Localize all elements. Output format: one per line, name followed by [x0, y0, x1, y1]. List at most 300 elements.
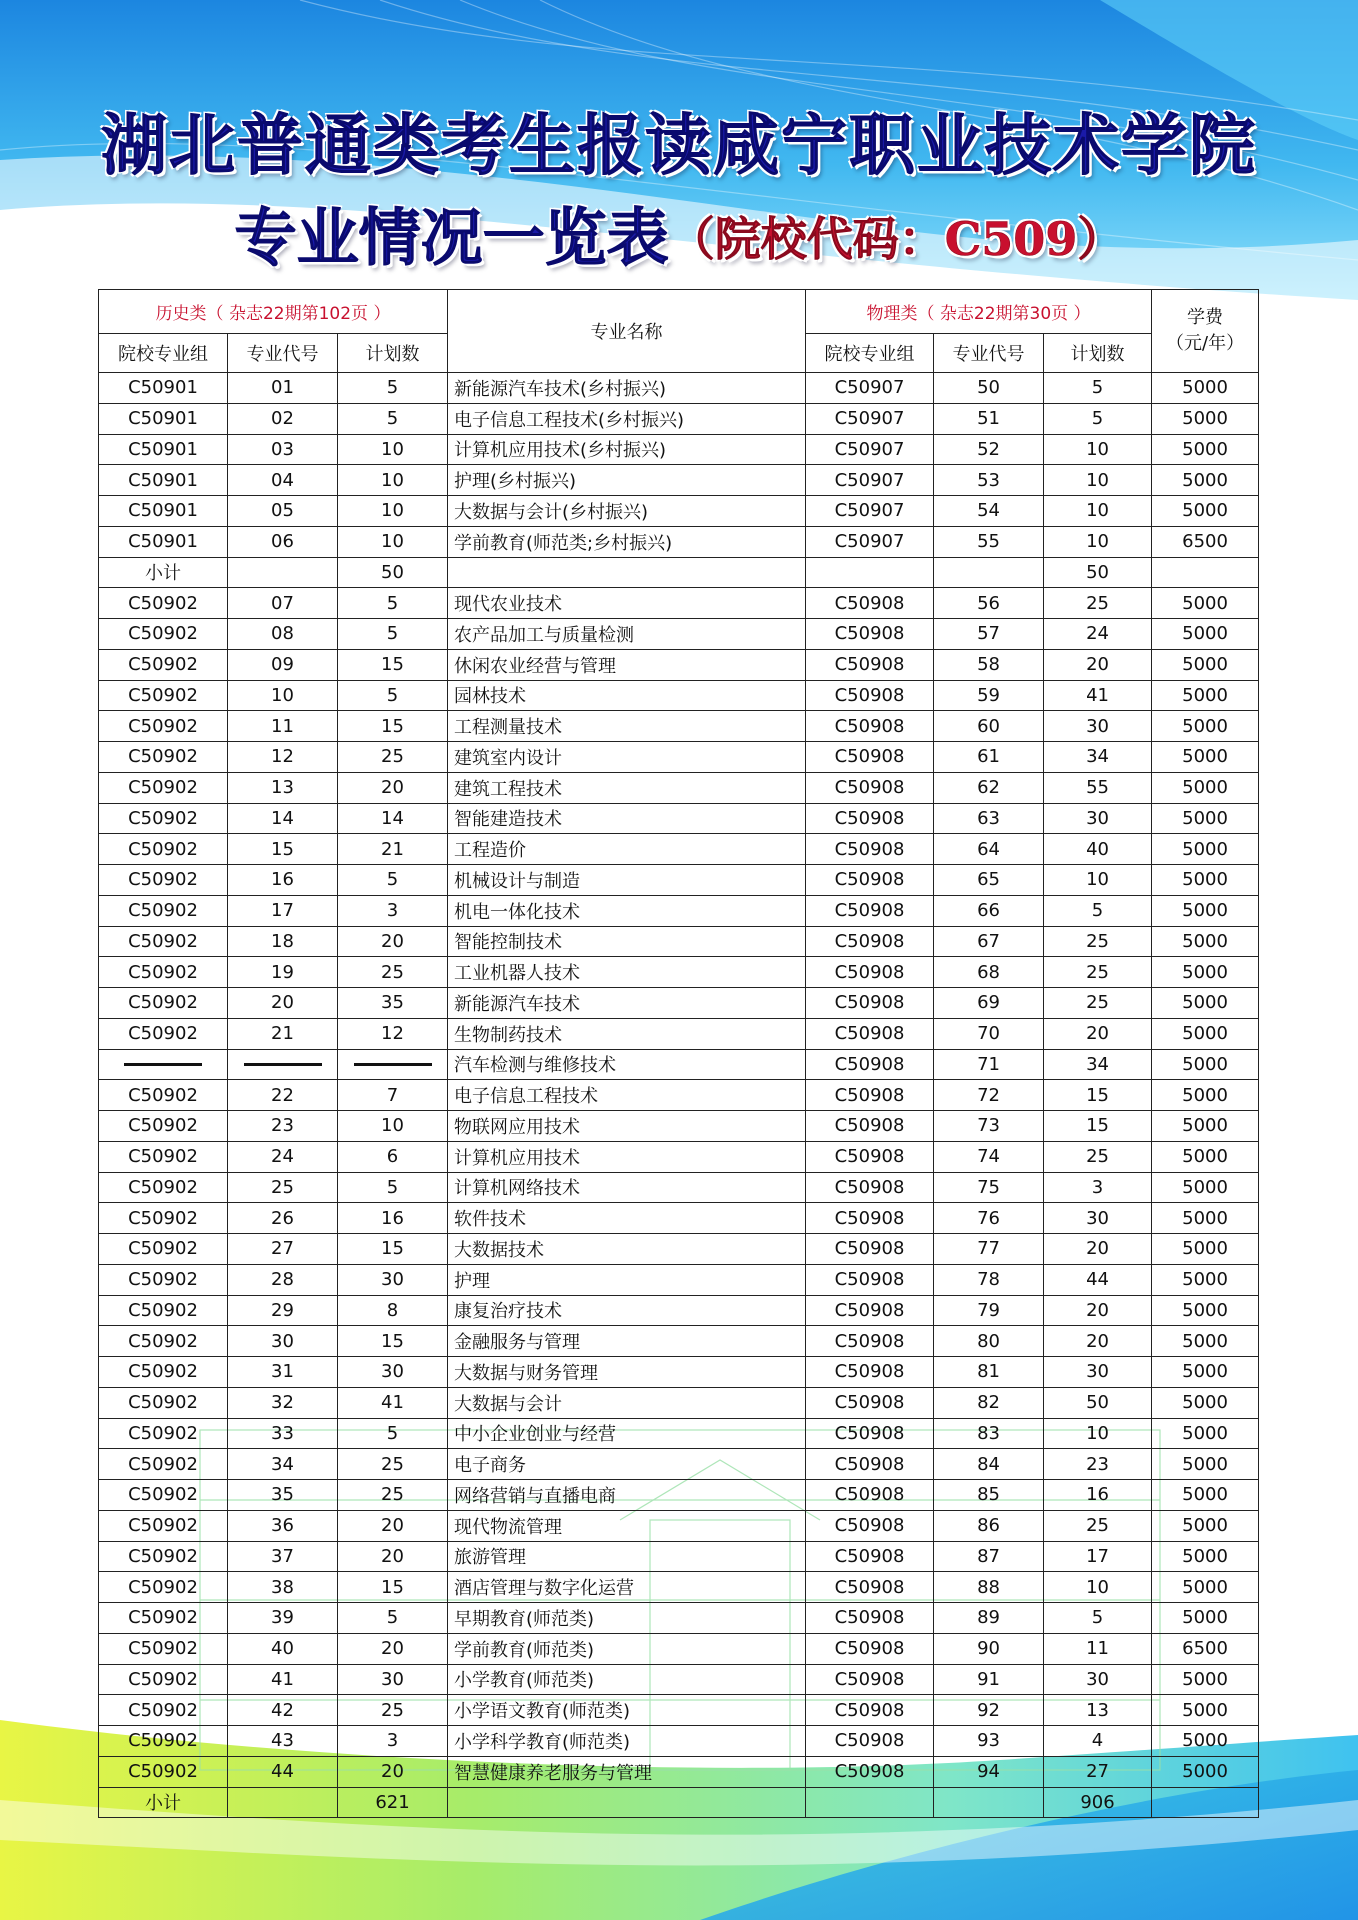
physics-plan-cell: 25 [1044, 926, 1152, 957]
physics-plan-cell: 10 [1044, 465, 1152, 496]
physics-plan-cell: 44 [1044, 1264, 1152, 1295]
history-plan-cell: 30 [338, 1357, 448, 1388]
physics-group-cell: C50908 [806, 957, 934, 988]
history-group-cell: C50902 [99, 588, 228, 619]
physics-group-cell: C50908 [806, 1541, 934, 1572]
physics-group-cell: C50908 [806, 1510, 934, 1541]
major-name-cell: 现代物流管理 [448, 1510, 806, 1541]
major-name-cell: 小学教育(师范类) [448, 1664, 806, 1695]
history-code-cell: 41 [228, 1664, 338, 1695]
history-code-cell: 37 [228, 1541, 338, 1572]
physics-plan-cell: 13 [1044, 1695, 1152, 1726]
tuition-cell: 5000 [1152, 1541, 1259, 1572]
table-row [99, 1141, 1259, 1172]
history-code-cell: 03 [228, 434, 338, 465]
physics-plan-cell: 11 [1044, 1633, 1152, 1664]
major-name-cell: 机电一体化技术 [448, 895, 806, 926]
history-group-cell: C50902 [99, 1018, 228, 1049]
table-row [99, 1726, 1259, 1757]
table-row [99, 1203, 1259, 1234]
tuition-cell: 5000 [1152, 1603, 1259, 1634]
history-group-cell: C50902 [99, 1418, 228, 1449]
history-group-cell: C50902 [99, 1111, 228, 1142]
physics-group-cell: C50908 [806, 711, 934, 742]
physics-plan-cell: 15 [1044, 1111, 1152, 1142]
history-plan-cell: 5 [338, 680, 448, 711]
history-code-cell: 30 [228, 1326, 338, 1357]
physics-code-cell: 67 [934, 926, 1044, 957]
history-plan-cell: 5 [338, 619, 448, 650]
tuition-cell: 5000 [1152, 926, 1259, 957]
history-code-cell: 23 [228, 1111, 338, 1142]
history-code-cell: 34 [228, 1449, 338, 1480]
history-code-cell: 15 [228, 834, 338, 865]
tuition-cell: 5000 [1152, 373, 1259, 404]
tuition-cell [1152, 557, 1259, 588]
major-name-cell: 康复治疗技术 [448, 1295, 806, 1326]
history-plan-cell: 25 [338, 957, 448, 988]
physics-code-cell: 80 [934, 1326, 1044, 1357]
physics-group-cell: C50908 [806, 1418, 934, 1449]
physics-plan-cell: 16 [1044, 1480, 1152, 1511]
physics-code-cell: 77 [934, 1234, 1044, 1265]
history-group-cell: C50902 [99, 1480, 228, 1511]
physics-code-cell: 55 [934, 526, 1044, 557]
physics-plan-cell: 15 [1044, 1080, 1152, 1111]
major-name-cell: 农产品加工与质量检测 [448, 619, 806, 650]
table-row [99, 1295, 1259, 1326]
physics-group-cell: C50908 [806, 772, 934, 803]
history-plan-cell: 41 [338, 1387, 448, 1418]
history-group-cell: C50902 [99, 1541, 228, 1572]
table-row [99, 1572, 1259, 1603]
dash-line [124, 1063, 202, 1066]
tuition-cell: 5000 [1152, 1357, 1259, 1388]
major-name-cell: 建筑工程技术 [448, 772, 806, 803]
physics-code-cell: 83 [934, 1418, 1044, 1449]
major-name-cell: 计算机应用技术 [448, 1141, 806, 1172]
major-name-cell: 机械设计与制造 [448, 865, 806, 896]
major-name-cell: 大数据技术 [448, 1234, 806, 1265]
history-code-cell: 12 [228, 742, 338, 773]
history-group-cell: C50901 [99, 403, 228, 434]
physics-code-cell: 76 [934, 1203, 1044, 1234]
major-name-cell: 休闲农业经营与管理 [448, 649, 806, 680]
major-name-cell: 小学语文教育(师范类) [448, 1695, 806, 1726]
history-plan-cell: 5 [338, 1603, 448, 1634]
history-group-cell: 小计 [99, 557, 228, 588]
tuition-cell: 5000 [1152, 1018, 1259, 1049]
tuition-cell: 5000 [1152, 895, 1259, 926]
tuition-cell: 5000 [1152, 1141, 1259, 1172]
physics-plan-cell: 10 [1044, 496, 1152, 527]
major-name-cell: 智能控制技术 [448, 926, 806, 957]
physics-group-cell: C50908 [806, 1387, 934, 1418]
history-code-cell [228, 557, 338, 588]
tuition-cell: 5000 [1152, 742, 1259, 773]
physics-code-cell: 63 [934, 803, 1044, 834]
physics-code-cell: 58 [934, 649, 1044, 680]
major-name-cell: 现代农业技术 [448, 588, 806, 619]
physics-code-cell: 64 [934, 834, 1044, 865]
history-plan-cell: 15 [338, 1572, 448, 1603]
table-row [99, 1480, 1259, 1511]
physics-plan-cell: 20 [1044, 1234, 1152, 1265]
tuition-cell: 5000 [1152, 1264, 1259, 1295]
physics-plan-cell: 20 [1044, 649, 1152, 680]
tuition-cell: 6500 [1152, 526, 1259, 557]
physics-group-cell: C50908 [806, 1756, 934, 1787]
physics-group-cell: C50908 [806, 1633, 934, 1664]
tuition-cell: 5000 [1152, 1387, 1259, 1418]
history-plan-cell: 3 [338, 1726, 448, 1757]
tuition-cell: 5000 [1152, 1572, 1259, 1603]
history-plan-cell: 25 [338, 1480, 448, 1511]
history-plan-cell: 10 [338, 496, 448, 527]
history-plan-cell: 5 [338, 1172, 448, 1203]
table-row [99, 1541, 1259, 1572]
table-row [99, 1449, 1259, 1480]
tuition-cell: 5000 [1152, 1295, 1259, 1326]
physics-plan-cell: 24 [1044, 619, 1152, 650]
physics-group-cell [806, 1787, 934, 1818]
history-plan-cell: 25 [338, 1449, 448, 1480]
physics-group-cell: C50908 [806, 1141, 934, 1172]
table-row [99, 1387, 1259, 1418]
history-code-cell [228, 1787, 338, 1818]
history-code-cell: 19 [228, 957, 338, 988]
history-plan-cell: 10 [338, 465, 448, 496]
table-row [99, 895, 1259, 926]
physics-plan-cell: 5 [1044, 403, 1152, 434]
physics-plan-cell: 30 [1044, 1357, 1152, 1388]
history-code-cell: 33 [228, 1418, 338, 1449]
physics-plan-cell: 34 [1044, 742, 1152, 773]
major-name-cell: 新能源汽车技术(乡村振兴) [448, 373, 806, 404]
table-row [99, 742, 1259, 773]
physics-group-cell: C50908 [806, 680, 934, 711]
physics-plan-cell: 5 [1044, 895, 1152, 926]
table-row [99, 434, 1259, 465]
table-row [99, 1695, 1259, 1726]
history-plan-cell: 30 [338, 1264, 448, 1295]
history-group-cell: C50902 [99, 742, 228, 773]
tuition-cell: 5000 [1152, 803, 1259, 834]
table-row [99, 1111, 1259, 1142]
history-group-cell: C50902 [99, 680, 228, 711]
page-subtitle [0, 188, 1358, 277]
physics-code-header: 专业代号 [934, 334, 1044, 373]
table-row [99, 711, 1259, 742]
history-group-cell: C50902 [99, 1203, 228, 1234]
history-plan-cell: 5 [338, 1418, 448, 1449]
history-code-cell: 36 [228, 1510, 338, 1541]
physics-code-cell: 84 [934, 1449, 1044, 1480]
history-plan-cell: 5 [338, 403, 448, 434]
history-code-cell: 14 [228, 803, 338, 834]
tuition-cell: 5000 [1152, 865, 1259, 896]
physics-group-cell: C50907 [806, 434, 934, 465]
physics-plan-cell: 50 [1044, 1387, 1152, 1418]
history-group-cell: C50901 [99, 526, 228, 557]
tuition-cell: 5000 [1152, 711, 1259, 742]
physics-code-cell: 89 [934, 1603, 1044, 1634]
major-name-cell: 中小企业创业与经营 [448, 1418, 806, 1449]
history-code-cell: 02 [228, 403, 338, 434]
physics-group-cell: C50908 [806, 1080, 934, 1111]
history-plan-cell: 5 [338, 373, 448, 404]
physics-group-cell: C50908 [806, 1603, 934, 1634]
table-row [99, 1603, 1259, 1634]
table-row [99, 588, 1259, 619]
history-code-cell: 06 [228, 526, 338, 557]
table-row [99, 1080, 1259, 1111]
physics-group-cell [806, 557, 934, 588]
physics-plan-cell: 23 [1044, 1449, 1152, 1480]
physics-code-cell: 54 [934, 496, 1044, 527]
physics-group-cell: C50908 [806, 988, 934, 1019]
history-plan-cell: 15 [338, 649, 448, 680]
physics-plan-cell: 5 [1044, 373, 1152, 404]
history-group-cell: C50901 [99, 465, 228, 496]
physics-plan-cell: 906 [1044, 1787, 1152, 1818]
physics-plan-cell: 30 [1044, 803, 1152, 834]
history-plan-cell: 621 [338, 1787, 448, 1818]
history-plan-cell: 7 [338, 1080, 448, 1111]
physics-code-cell [934, 557, 1044, 588]
dash-line [244, 1063, 322, 1066]
physics-plan-cell: 10 [1044, 865, 1152, 896]
majors-table [98, 289, 1259, 1818]
tuition-cell: 5000 [1152, 619, 1259, 650]
physics-code-cell: 75 [934, 1172, 1044, 1203]
physics-group-cell: C50908 [806, 1295, 934, 1326]
major-name-cell: 工程测量技术 [448, 711, 806, 742]
history-group-cell: C50902 [99, 1295, 228, 1326]
tuition-cell: 5000 [1152, 957, 1259, 988]
physics-group-cell: C50908 [806, 619, 934, 650]
major-name-cell: 工业机器人技术 [448, 957, 806, 988]
table-row [99, 619, 1259, 650]
history-group-cell: C50902 [99, 1726, 228, 1757]
table-row [99, 1664, 1259, 1695]
tuition-cell: 5000 [1152, 1111, 1259, 1142]
tuition-cell: 5000 [1152, 1756, 1259, 1787]
history-group-cell: C50902 [99, 803, 228, 834]
history-plan-cell: 12 [338, 1018, 448, 1049]
physics-code-cell: 94 [934, 1756, 1044, 1787]
major-name-cell: 学前教育(师范类) [448, 1633, 806, 1664]
table-row [99, 680, 1259, 711]
history-group-cell: C50902 [99, 834, 228, 865]
physics-code-cell: 66 [934, 895, 1044, 926]
tuition-cell: 5000 [1152, 496, 1259, 527]
subtotal-row [99, 1787, 1259, 1818]
physics-code-cell: 69 [934, 988, 1044, 1019]
physics-code-cell: 62 [934, 772, 1044, 803]
tuition-cell: 5000 [1152, 1418, 1259, 1449]
history-group-cell: C50902 [99, 988, 228, 1019]
history-plan-cell: 10 [338, 434, 448, 465]
history-plan-cell: 6 [338, 1141, 448, 1172]
table-row [99, 1418, 1259, 1449]
physics-group-cell: C50908 [806, 895, 934, 926]
history-group-cell: C50902 [99, 1141, 228, 1172]
history-group-cell: C50902 [99, 772, 228, 803]
tuition-cell: 5000 [1152, 588, 1259, 619]
physics-group-header: 院校专业组 [806, 334, 934, 373]
physics-code-cell: 56 [934, 588, 1044, 619]
physics-plan-cell: 25 [1044, 1510, 1152, 1541]
table-row [99, 1510, 1259, 1541]
physics-group-cell: C50907 [806, 403, 934, 434]
history-group-cell: C50902 [99, 1695, 228, 1726]
physics-code-cell: 52 [934, 434, 1044, 465]
school-code: （院校代码：C509） [668, 212, 1124, 266]
history-plan-cell: 20 [338, 1756, 448, 1787]
history-plan-cell: 21 [338, 834, 448, 865]
tuition-cell [1152, 1787, 1259, 1818]
history-plan-cell: 15 [338, 711, 448, 742]
major-name-cell: 电子商务 [448, 1449, 806, 1480]
physics-plan-cell: 30 [1044, 1664, 1152, 1695]
history-plan-cell: 20 [338, 926, 448, 957]
history-group-cell: C50902 [99, 711, 228, 742]
major-name-cell: 电子信息工程技术 [448, 1080, 806, 1111]
physics-code-cell: 53 [934, 465, 1044, 496]
history-code-cell: 08 [228, 619, 338, 650]
history-group-cell: C50902 [99, 1572, 228, 1603]
physics-code-cell: 74 [934, 1141, 1044, 1172]
history-plan-cell: 20 [338, 1510, 448, 1541]
history-group-cell: C50902 [99, 1449, 228, 1480]
history-plan-cell: 14 [338, 803, 448, 834]
physics-code-cell: 90 [934, 1633, 1044, 1664]
table-row [99, 1049, 1259, 1080]
history-code-cell: 25 [228, 1172, 338, 1203]
physics-group-cell: C50908 [806, 1449, 934, 1480]
history-code-cell: 27 [228, 1234, 338, 1265]
history-group-cell: C50902 [99, 895, 228, 926]
tuition-cell: 5000 [1152, 1326, 1259, 1357]
history-group-cell: C50902 [99, 957, 228, 988]
physics-plan-cell: 50 [1044, 557, 1152, 588]
physics-code-cell: 65 [934, 865, 1044, 896]
major-name-cell: 工程造价 [448, 834, 806, 865]
major-name-cell [448, 557, 806, 588]
physics-group-cell: C50908 [806, 1326, 934, 1357]
table-row [99, 1264, 1259, 1295]
history-code-cell [228, 1049, 338, 1080]
history-group-cell: C50902 [99, 1264, 228, 1295]
physics-code-cell: 68 [934, 957, 1044, 988]
tuition-cell: 5000 [1152, 1172, 1259, 1203]
table-row [99, 772, 1259, 803]
physics-code-cell: 82 [934, 1387, 1044, 1418]
physics-code-cell: 57 [934, 619, 1044, 650]
major-name-cell: 智能建造技术 [448, 803, 806, 834]
tuition-cell: 5000 [1152, 772, 1259, 803]
physics-plan-cell: 25 [1044, 957, 1152, 988]
physics-plan-cell: 10 [1044, 434, 1152, 465]
tuition-cell: 5000 [1152, 1234, 1259, 1265]
physics-group-cell: C50907 [806, 465, 934, 496]
physics-plan-cell: 10 [1044, 1572, 1152, 1603]
physics-group-cell: C50908 [806, 1664, 934, 1695]
physics-plan-cell: 10 [1044, 526, 1152, 557]
major-name-cell: 早期教育(师范类) [448, 1603, 806, 1634]
history-code-cell: 32 [228, 1387, 338, 1418]
physics-group-cell: C50908 [806, 588, 934, 619]
physics-code-cell: 79 [934, 1295, 1044, 1326]
page-title: 湖北普通类考生报读咸宁职业技术学院 [101, 107, 1257, 184]
history-code-cell: 43 [228, 1726, 338, 1757]
tuition-cell: 5000 [1152, 1664, 1259, 1695]
physics-group-cell: C50908 [806, 1203, 934, 1234]
table-body [99, 373, 1259, 1818]
major-name-cell: 大数据与会计(乡村振兴) [448, 496, 806, 527]
physics-plan-cell: 25 [1044, 988, 1152, 1019]
major-name-cell: 护理 [448, 1264, 806, 1295]
history-group-cell: C50902 [99, 865, 228, 896]
tuition-cell: 5000 [1152, 1695, 1259, 1726]
table-row [99, 649, 1259, 680]
history-group-cell: C50902 [99, 1387, 228, 1418]
dash-line [354, 1063, 432, 1066]
physics-plan-cell: 25 [1044, 588, 1152, 619]
history-code-cell: 28 [228, 1264, 338, 1295]
history-code-cell: 24 [228, 1141, 338, 1172]
table-row [99, 496, 1259, 527]
major-name-cell: 建筑室内设计 [448, 742, 806, 773]
subtitle-text: 专业情况一览表 [234, 201, 669, 274]
physics-code-cell: 91 [934, 1664, 1044, 1695]
history-code-cell: 42 [228, 1695, 338, 1726]
major-name-cell: 学前教育(师范类;乡村振兴) [448, 526, 806, 557]
major-name-cell: 计算机网络技术 [448, 1172, 806, 1203]
tuition-cell: 5000 [1152, 465, 1259, 496]
tuition-cell: 5000 [1152, 649, 1259, 680]
major-name-cell: 电子信息工程技术(乡村振兴) [448, 403, 806, 434]
history-group-cell: C50902 [99, 1756, 228, 1787]
tuition-cell: 5000 [1152, 834, 1259, 865]
tuition-cell: 5000 [1152, 1049, 1259, 1080]
history-code-cell: 09 [228, 649, 338, 680]
physics-group-cell: C50908 [806, 1695, 934, 1726]
history-group-cell: C50901 [99, 373, 228, 404]
major-name-cell: 计算机应用技术(乡村振兴) [448, 434, 806, 465]
history-code-cell: 44 [228, 1756, 338, 1787]
physics-code-cell: 73 [934, 1111, 1044, 1142]
physics-group-cell: C50908 [806, 1234, 934, 1265]
history-code-cell: 11 [228, 711, 338, 742]
major-name-cell: 金融服务与管理 [448, 1326, 806, 1357]
physics-section-header: 物理类（ 杂志22期第30页 ） [806, 290, 1152, 334]
physics-group-cell: C50908 [806, 649, 934, 680]
physics-code-cell: 78 [934, 1264, 1044, 1295]
history-code-cell: 10 [228, 680, 338, 711]
table-row [99, 1756, 1259, 1787]
table-row [99, 1357, 1259, 1388]
physics-code-cell: 60 [934, 711, 1044, 742]
history-plan-cell: 30 [338, 1664, 448, 1695]
history-group-cell [99, 1049, 228, 1080]
physics-code-cell: 92 [934, 1695, 1044, 1726]
physics-code-cell: 51 [934, 403, 1044, 434]
physics-group-cell: C50908 [806, 1480, 934, 1511]
history-group-cell: C50902 [99, 1357, 228, 1388]
physics-plan-cell: 25 [1044, 1141, 1152, 1172]
